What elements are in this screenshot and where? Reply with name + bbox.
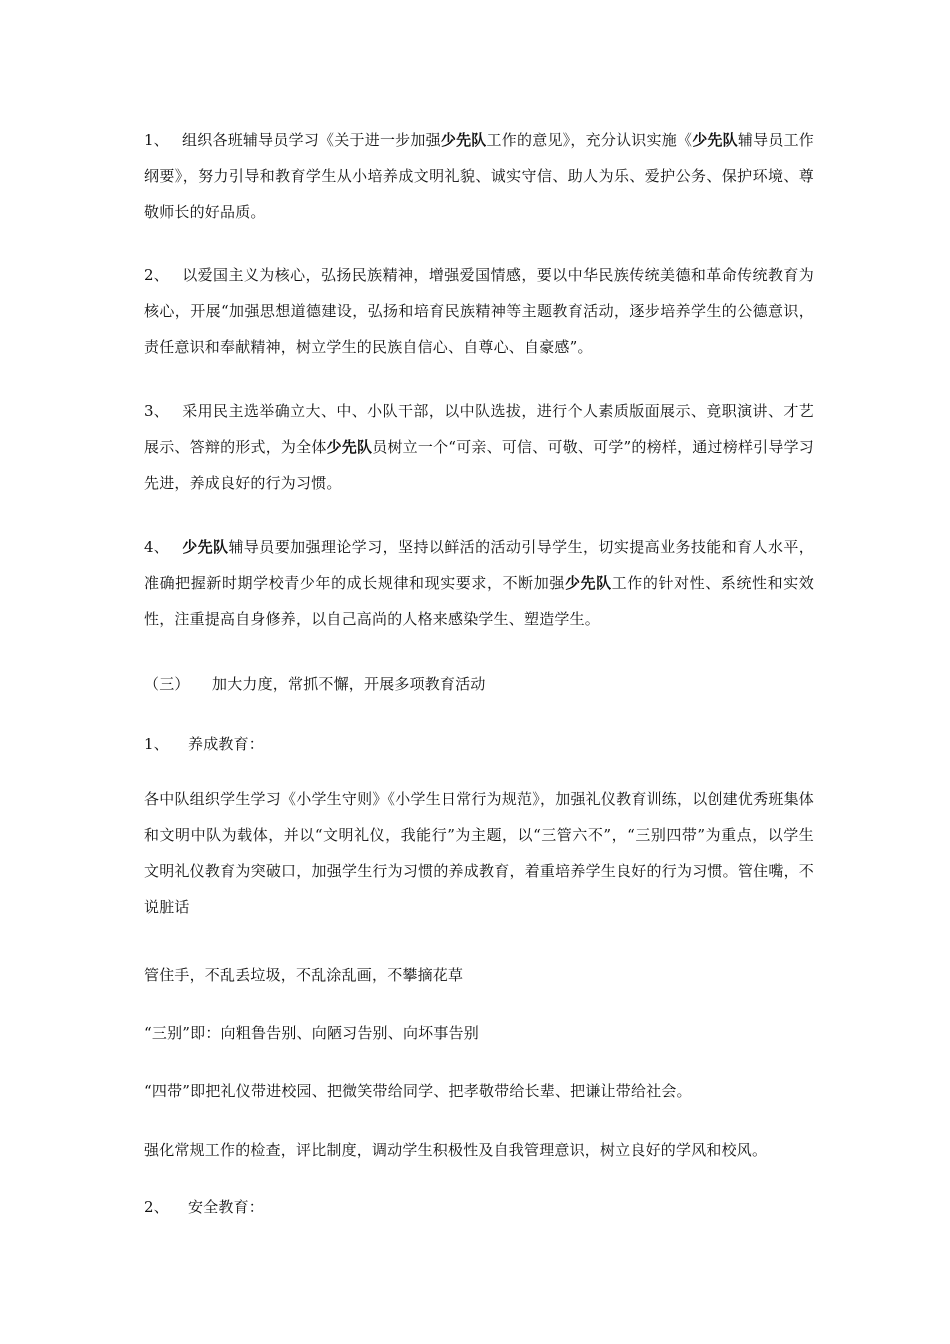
section-number: （三） xyxy=(144,675,190,693)
item-number: 4、 xyxy=(144,538,169,556)
subheading-title: 安全教育： xyxy=(188,1198,265,1216)
section-title: 加大力度，常抓不懈，开展多项教育活动 xyxy=(212,675,486,693)
paragraph-text: “三别”即：向粗鲁告别、向陋习告别、向坏事告别 xyxy=(144,1024,479,1042)
paragraph-text: 员树立一个“可亲、可信、可敬、可学”的榜样，通过榜样引导学习先进，养成良好的行为习惯。 xyxy=(144,438,814,492)
paragraph-text: 组织各班辅导员学习《关于进一步加强 xyxy=(182,131,441,149)
paragraph-text: 管住手，不乱丢垃圾，不乱涂乱画，不攀摘花草 xyxy=(144,966,464,984)
paragraph-2 xyxy=(144,257,814,365)
paragraph-6 xyxy=(144,957,814,993)
keyword-highlight: 少先队 xyxy=(182,538,229,556)
subheading-1 xyxy=(144,726,814,762)
paragraph-1 xyxy=(144,122,814,230)
item-number: 1、 xyxy=(144,131,169,149)
item-number: 3、 xyxy=(144,402,169,420)
paragraph-text: 采用民主选举确立大、中、小队干部，以中队选拔，进行个人素质版面展示、竟职演讲、才艺展示、答辩的形式，为全体 xyxy=(144,402,814,456)
keyword-highlight: 少先队 xyxy=(326,438,373,456)
subheading-title: 养成教育： xyxy=(188,735,265,753)
paragraph-text: 以爱国主义为核心，弘扬民族精神，增强爱国情感，要以中华民族传统美德和革命传统教育为核心，开展“加强思想道德建设，弘扬和培育民族精神等主题教育活动，逐步培养学生的公德意识，责任意识和奉献精神，树立学生的民族自信心、自尊心、自豪感”。 xyxy=(144,266,814,356)
paragraph-text: “四带”即把礼仪带进校园、把微笑带给同学、把孝敬带给长辈、把谦让带给社会。 xyxy=(144,1082,692,1100)
subheading-2 xyxy=(144,1189,814,1225)
paragraph-3 xyxy=(144,393,814,501)
paragraph-text: 辅导员要加强理论学习，坚持以鲜活的活动引导学生，切实提高业务技能和育人水平，准确把握新时期学校青少年的成长规律和现实要求，不断加强 xyxy=(144,538,814,592)
item-number: 1、 xyxy=(144,735,169,753)
keyword-highlight: 少先队 xyxy=(440,131,487,149)
paragraph-8 xyxy=(144,1073,814,1109)
paragraph-text: 强化常规工作的检查，评比制度，调动学生积极性及自我管理意识，树立良好的学风和校风。 xyxy=(144,1141,768,1159)
paragraph-text: 辅导员工作纲要》，努力引导和教育学生从小培养成文明礼貌、诚实守信、助人为乐、爱护公务、保护环境、尊敬师长的好品质。 xyxy=(144,131,814,221)
paragraph-text: 工作的针对性、系统性和实效性，注重提高自身修养，以自己高尚的人格来感染学生、塑造学生。 xyxy=(144,574,814,628)
paragraph-9 xyxy=(144,1132,814,1168)
keyword-highlight: 少先队 xyxy=(564,574,612,592)
item-number: 2、 xyxy=(144,1198,169,1216)
keyword-highlight: 少先队 xyxy=(692,131,738,149)
item-number: 2、 xyxy=(144,266,169,284)
paragraph-4 xyxy=(144,529,814,637)
paragraph-text: 各中队组织学生学习《小学生守则》《小学生日常行为规范》，加强礼仪教育训练，以创建优秀班集体和文明中队为载体，并以“文明礼仪，我能行”为主题，以“三管六不”，“三别四带”为重点，以学生文明礼仪教育为突破口，加强学生行为习惯的养成教育，着重培养学生良好的行为习惯。管住嘴，不说脏话 xyxy=(144,790,814,916)
paragraph-7 xyxy=(144,1015,814,1051)
paragraph-5 xyxy=(144,781,814,925)
paragraph-text: 工作的意见》，充分认识实施《 xyxy=(486,131,693,149)
section-heading-3 xyxy=(144,666,814,702)
